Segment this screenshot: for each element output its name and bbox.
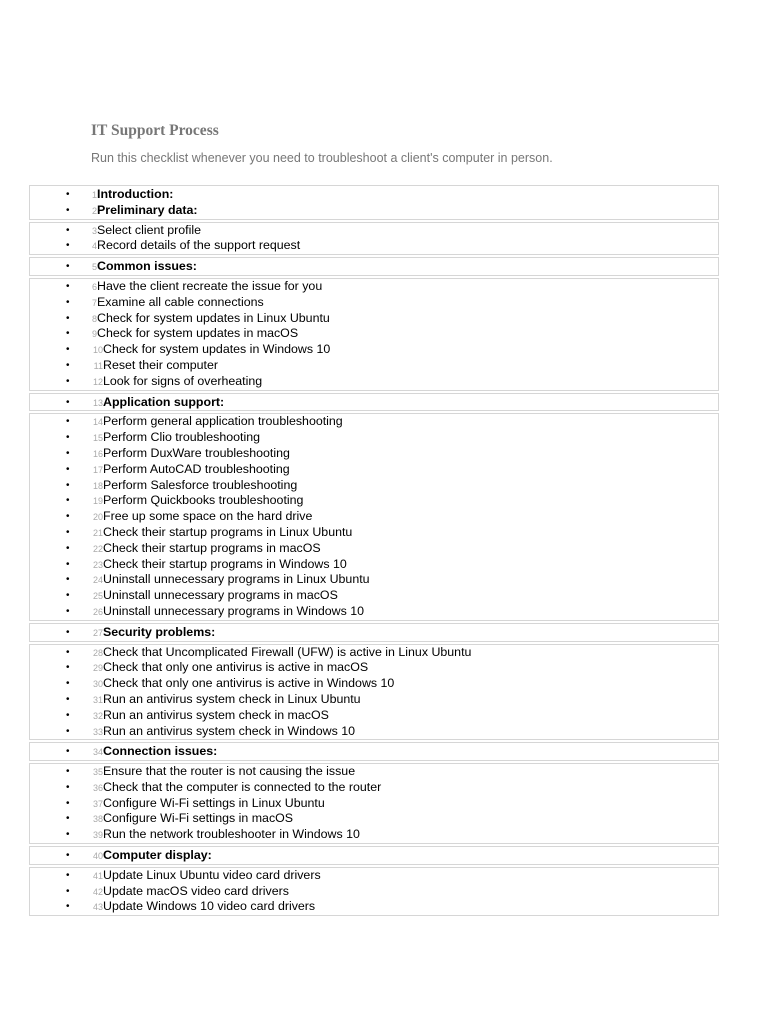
checklist [29, 185, 719, 918]
bullet-icon: • [66, 542, 70, 554]
bullet-icon: • [66, 312, 70, 324]
item-number: 23 [92, 559, 103, 570]
bullet-icon: • [66, 725, 70, 737]
item-text: Run an antivirus system check in Windows 10 [103, 723, 356, 738]
item-text: Check that Uncomplicated Firewall (UFW) is active in Linux Ubuntu [103, 644, 472, 659]
checklist-item [30, 692, 718, 708]
checklist-item [30, 645, 718, 661]
checklist-item [30, 884, 718, 900]
item-number: 38 [92, 814, 103, 825]
item-number: 12 [92, 376, 103, 387]
bullet-icon: • [66, 261, 70, 273]
bullet-icon: • [66, 479, 70, 491]
checklist-item [30, 238, 718, 254]
item-text: Perform DuxWare troubleshooting [103, 445, 290, 460]
checklist-item [30, 541, 718, 557]
checklist-item-group [29, 763, 719, 844]
checklist-item [30, 588, 718, 604]
item-text: Run an antivirus system check in macOS [103, 707, 329, 722]
item-number: 22 [92, 543, 103, 554]
page-title: IT Support Process [91, 122, 219, 139]
bullet-icon: • [66, 447, 70, 459]
item-text: Examine all cable connections [97, 294, 264, 309]
checklist-item [30, 525, 718, 541]
item-number: 15 [92, 433, 103, 444]
item-number: 24 [92, 575, 103, 586]
item-number: 2 [91, 205, 97, 216]
checklist-item-group [29, 644, 719, 741]
section-header-group [29, 185, 719, 220]
checklist-item [30, 295, 718, 311]
bullet-icon: • [66, 901, 70, 913]
item-text: Update macOS video card drivers [103, 883, 289, 898]
bullet-icon: • [66, 590, 70, 602]
item-text: Perform Clio troubleshooting [103, 430, 261, 445]
bullet-icon: • [66, 693, 70, 705]
bullet-icon: • [66, 375, 70, 387]
checklist-item [30, 868, 718, 884]
item-text: Check their startup programs in Windows 10 [103, 556, 347, 571]
section-heading-row [30, 395, 718, 411]
bullet-icon: • [66, 813, 70, 825]
item-text: Check for system updates in Linux Ubuntu [97, 310, 330, 325]
item-text: Perform general application troubleshooting [103, 414, 343, 429]
item-text: Have the client recreate the issue for you [97, 278, 323, 293]
item-text: Perform Salesforce troubleshooting [103, 477, 298, 492]
item-text: Uninstall unnecessary programs in macOS [103, 588, 338, 603]
section-heading-row [30, 259, 718, 275]
item-number: 25 [92, 591, 103, 602]
section-header-group [29, 257, 719, 276]
bullet-icon: • [66, 224, 70, 236]
bullet-icon: • [66, 240, 70, 252]
item-text: Perform AutoCAD troubleshooting [103, 461, 290, 476]
checklist-item-group [29, 413, 719, 620]
bullet-icon: • [66, 781, 70, 793]
checklist-item [30, 780, 718, 796]
item-number: 18 [92, 480, 103, 491]
item-text: Select client profile [97, 222, 201, 237]
checklist-item [30, 676, 718, 692]
checklist-item [30, 478, 718, 494]
section-heading-text: Preliminary data: [97, 202, 198, 217]
checklist-item [30, 279, 718, 295]
section-heading-text: Application support: [103, 394, 225, 409]
item-number: 9 [91, 329, 97, 340]
item-number: 8 [91, 313, 97, 324]
bullet-icon: • [66, 344, 70, 356]
item-number: 17 [92, 464, 103, 475]
bullet-icon: • [66, 574, 70, 586]
item-number: 3 [91, 225, 97, 236]
checklist-item [30, 374, 718, 390]
section-header-group [29, 623, 719, 642]
item-text: Update Windows 10 video card drivers [103, 899, 316, 914]
item-text: Perform Quickbooks troubleshooting [103, 493, 304, 508]
bullet-icon: • [66, 328, 70, 340]
item-number: 40 [92, 851, 103, 862]
bullet-icon: • [66, 526, 70, 538]
bullet-icon: • [66, 797, 70, 809]
section-heading-text: Computer display: [103, 848, 212, 863]
item-text: Check that only one antivirus is active in Windows 10 [103, 676, 395, 691]
item-text: Check their startup programs in macOS [103, 540, 321, 555]
item-text: Configure Wi-Fi settings in Linux Ubuntu [103, 795, 325, 810]
item-number: 28 [92, 647, 103, 658]
item-text: Free up some space on the hard drive [103, 509, 313, 524]
item-number: 27 [92, 627, 103, 638]
item-number: 19 [92, 496, 103, 507]
checklist-item [30, 462, 718, 478]
bullet-icon: • [66, 432, 70, 444]
bullet-icon: • [66, 766, 70, 778]
bullet-icon: • [66, 511, 70, 523]
item-number: 36 [92, 782, 103, 793]
item-number: 43 [92, 902, 103, 913]
item-text: Check their startup programs in Linux Ubuntu [103, 524, 353, 539]
checklist-item [30, 899, 718, 915]
checklist-item [30, 509, 718, 525]
item-text: Run the network troubleshooter in Windows 10 [103, 827, 360, 842]
item-number: 21 [92, 527, 103, 538]
item-text: Check that only one antivirus is active in macOS [103, 660, 369, 675]
checklist-item [30, 708, 718, 724]
checklist-item [30, 796, 718, 812]
page-subtitle: Run this checklist whenever you need to troubleshoot a client's computer in person. [91, 151, 553, 165]
checklist-item [30, 827, 718, 843]
checklist-item-group [29, 867, 719, 916]
checklist-item [30, 414, 718, 430]
checklist-item [30, 660, 718, 676]
item-number: 33 [92, 726, 103, 737]
bullet-icon: • [66, 416, 70, 428]
bullet-icon: • [66, 678, 70, 690]
checklist-item [30, 311, 718, 327]
item-number: 16 [92, 448, 103, 459]
item-text: Record details of the support request [97, 238, 301, 253]
item-number: 13 [92, 397, 103, 408]
section-heading-row [30, 625, 718, 641]
checklist-item [30, 811, 718, 827]
bullet-icon: • [66, 850, 70, 862]
item-number: 10 [92, 345, 103, 356]
section-heading-text: Security problems: [103, 624, 216, 639]
section-header-group [29, 742, 719, 761]
item-text: Uninstall unnecessary programs in Windows 10 [103, 603, 365, 618]
section-heading-text: Introduction: [97, 187, 174, 201]
item-text: Look for signs of overheating [103, 373, 263, 388]
bullet-icon: • [66, 709, 70, 721]
checklist-item [30, 430, 718, 446]
item-number: 6 [91, 281, 97, 292]
item-number: 5 [91, 262, 97, 273]
checklist-item [30, 572, 718, 588]
checklist-item-group [29, 222, 719, 256]
item-text: Check that the computer is connected to the router [103, 779, 382, 794]
section-heading-text: Connection issues: [103, 744, 218, 759]
item-number: 37 [92, 798, 103, 809]
item-number: 7 [91, 297, 97, 308]
section-heading-row [30, 744, 718, 760]
item-number: 30 [92, 679, 103, 690]
bullet-icon: • [66, 396, 70, 408]
item-number: 1 [91, 190, 97, 200]
item-text: Check for system updates in Windows 10 [103, 342, 331, 357]
bullet-icon: • [66, 646, 70, 658]
bullet-icon: • [66, 296, 70, 308]
bullet-icon: • [66, 869, 70, 881]
checklist-item [30, 764, 718, 780]
checklist-item [30, 724, 718, 740]
section-header-group [29, 846, 719, 865]
checklist-item [30, 342, 718, 358]
item-number: 14 [92, 417, 103, 428]
section-heading-row [30, 203, 718, 219]
item-number: 29 [92, 663, 103, 674]
item-number: 11 [93, 360, 103, 371]
bullet-icon: • [66, 885, 70, 897]
checklist-item-group [29, 278, 719, 391]
item-number: 32 [92, 710, 103, 721]
item-number: 41 [92, 870, 103, 881]
checklist-item [30, 358, 718, 374]
section-heading-row [30, 848, 718, 864]
item-number: 39 [92, 830, 103, 841]
bullet-icon: • [66, 626, 70, 638]
checklist-item [30, 557, 718, 573]
bullet-icon: • [66, 359, 70, 371]
item-number: 31 [92, 694, 103, 705]
section-heading-text: Common issues: [97, 259, 197, 274]
checklist-item [30, 446, 718, 462]
item-text: Run an antivirus system check in Linux Ubuntu [103, 691, 361, 706]
checklist-item [30, 493, 718, 509]
item-text: Check for system updates in macOS [97, 326, 299, 341]
checklist-item [30, 223, 718, 239]
item-number: 4 [91, 241, 97, 252]
bullet-icon: • [66, 463, 70, 475]
bullet-icon: • [66, 746, 70, 758]
bullet-icon: • [66, 495, 70, 507]
bullet-icon: • [66, 189, 70, 200]
bullet-icon: • [66, 662, 70, 674]
section-header-group [29, 393, 719, 412]
bullet-icon: • [66, 829, 70, 841]
item-number: 35 [92, 767, 103, 778]
checklist-item [30, 326, 718, 342]
checklist-item [30, 604, 718, 620]
item-number: 42 [92, 886, 103, 897]
item-text: Update Linux Ubuntu video card drivers [103, 867, 321, 882]
item-text: Reset their computer [103, 357, 219, 372]
item-text: Ensure that the router is not causing the issue [103, 764, 356, 779]
item-text: Configure Wi-Fi settings in macOS [103, 811, 294, 826]
bullet-icon: • [66, 605, 70, 617]
section-heading-row [30, 187, 718, 203]
item-number: 26 [92, 606, 103, 617]
bullet-icon: • [66, 204, 70, 216]
item-text: Uninstall unnecessary programs in Linux Ubuntu [103, 572, 370, 587]
bullet-icon: • [66, 558, 70, 570]
item-number: 20 [92, 512, 103, 523]
item-number: 34 [92, 747, 103, 758]
bullet-icon: • [66, 280, 70, 292]
